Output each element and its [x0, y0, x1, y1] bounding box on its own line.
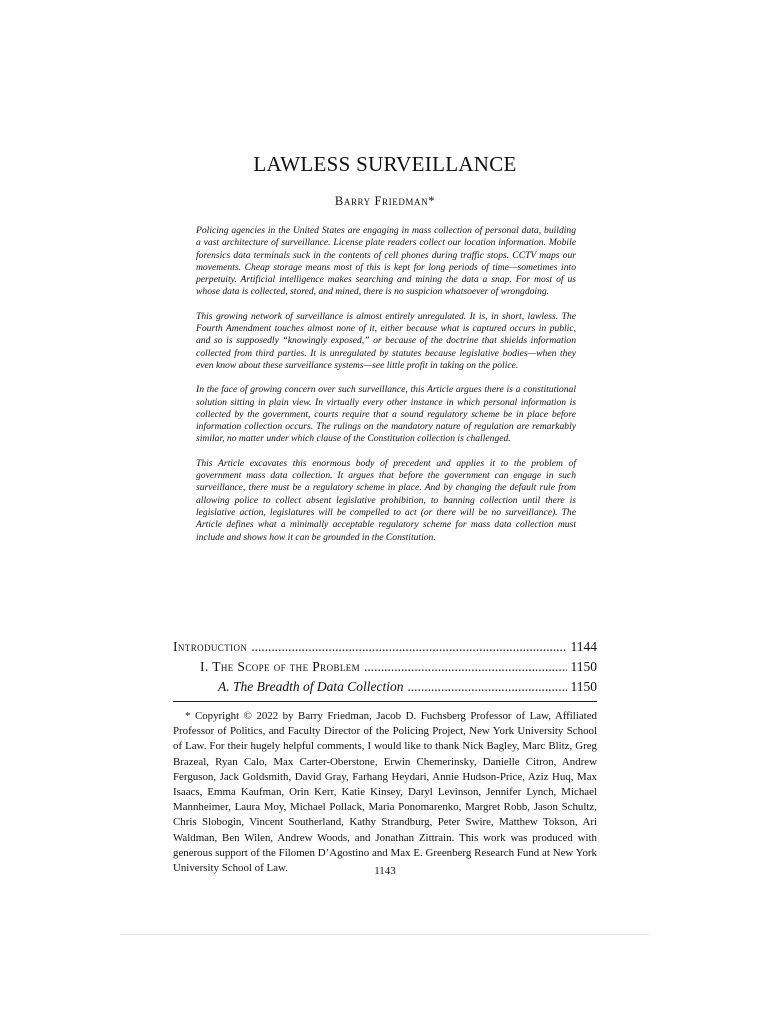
toc-entry-label: I. The Scope of the Problem [200, 659, 361, 674]
abstract-paragraph: This Article excavates this enormous body of precedent and applies it to the problem of government mass data collection. It argues that before the government can engage in such surveillance, there must be a regulatory scheme in place. And by changing the default rule from allowing police to collect absent legislative prohibition, to banning collection until there is legislative action, legislatures will be compelled to act (or there will be no surveillance). The Article defines what a minimally acceptable regulatory scheme for mass data collection must include and shows how it can be grounded in the Constitution. [196, 457, 576, 543]
abstract-paragraph: Policing agencies in the United States are engaging in mass collection of personal data, building a vast architecture of surveillance. License plate readers collect our location information. Mobile forensics data terminals suck in the contents of cell phones during traffic stops. CCTV maps our movements. Cheap storage means most of this is kept for long periods of time—sometimes into perpetuity. Artificial intelligence makes searching and mining the data a snap. For most of us whose data is collected, stored, and mined, there is no suspicion whatsoever of wrongdoing. [196, 225, 576, 298]
toc-leader-dots [251, 639, 566, 655]
abstract [196, 225, 576, 556]
toc-leader-dots [407, 679, 566, 695]
abstract-paragraph: This growing network of surveillance is almost entirely unregulated. It is, in short, lawless. The Fourth Amendment touches almost none of it, either because what is captured occurs in public, and so is supposedly “knowingly exposed,” or because of the doctrine that shields information collected from third parties. It is unregulated by statutes because legislative bodies—when they even know about these surveillance systems—see little profit in taking on the police. [196, 310, 576, 371]
table-of-contents [173, 639, 597, 699]
page-bottom-divider [120, 934, 650, 935]
toc-entry-page: 1144 [570, 639, 597, 654]
footnote-divider [173, 701, 597, 702]
toc-entry-page: 1150 [570, 659, 597, 674]
abstract-paragraph: In the face of growing concern over such surveillance, this Article argues there is a constitutional solution sitting in plain view. In virtually every other instance in which personal information is collected by the government, courts require that a sound regulatory scheme be in place before information collection occurs. The rulings on the mandatory nature of regulation are remarkably similar, no matter under which clause of the Constitution collection is challenged. [196, 384, 576, 445]
footnote-text: * Copyright © 2022 by Barry Friedman, Jacob D. Fuchsberg Professor of Law, Affiliated Professor of Politics, and Faculty Director of the Policing Project, New York University School of Law. For their hugely helpful comments, I would like to thank Nick Bagley, Marc Blitz, Greg Brazeal, Ryan Calo, Max Carter-Oberstone, Erwin Chemerinsky, Danielle Citron, Andrew Ferguson, Jack Goldsmith, David Gray, Farhang Heydari, Annie Hudson-Price, Aziz Huq, Max Isaacs, Emma Kaufman, Orin Kerr, Katie Kinsey, Daryl Levinson, Jennifer Lynch, Michael Mannheimer, Laura Moy, Michael Pollack, Maria Ponomarenko, Margret Robb, Jason Schultz, Chris Slobogin, Vincent Southerland, Kathy Strandburg, Peter Swire, Matthew Tokson, Ari Waldman, Ben Wilen, Andrew Woods, and Jonathan Zittrain. This work was produced with generous support of the Filomen D’Agostino and Max E. Greenberg Research Fund at New York University School of Law. [173, 710, 597, 875]
article-author: Barry Friedman* [334, 194, 436, 208]
toc-entry-introduction[interactable] [173, 639, 597, 659]
toc-entry-label: A. The Breadth of Data Collection [218, 679, 404, 694]
toc-entry-label: Introduction [173, 639, 248, 654]
toc-entry-part-one[interactable] [173, 659, 597, 679]
article-title: LAWLESS SURVEILLANCE [253, 152, 517, 176]
author-footnote [173, 709, 597, 876]
page-number: 1143 [374, 865, 396, 877]
toc-entry-page: 1150 [570, 679, 597, 694]
toc-entry-section-a[interactable] [173, 679, 597, 699]
toc-leader-dots [364, 659, 566, 675]
